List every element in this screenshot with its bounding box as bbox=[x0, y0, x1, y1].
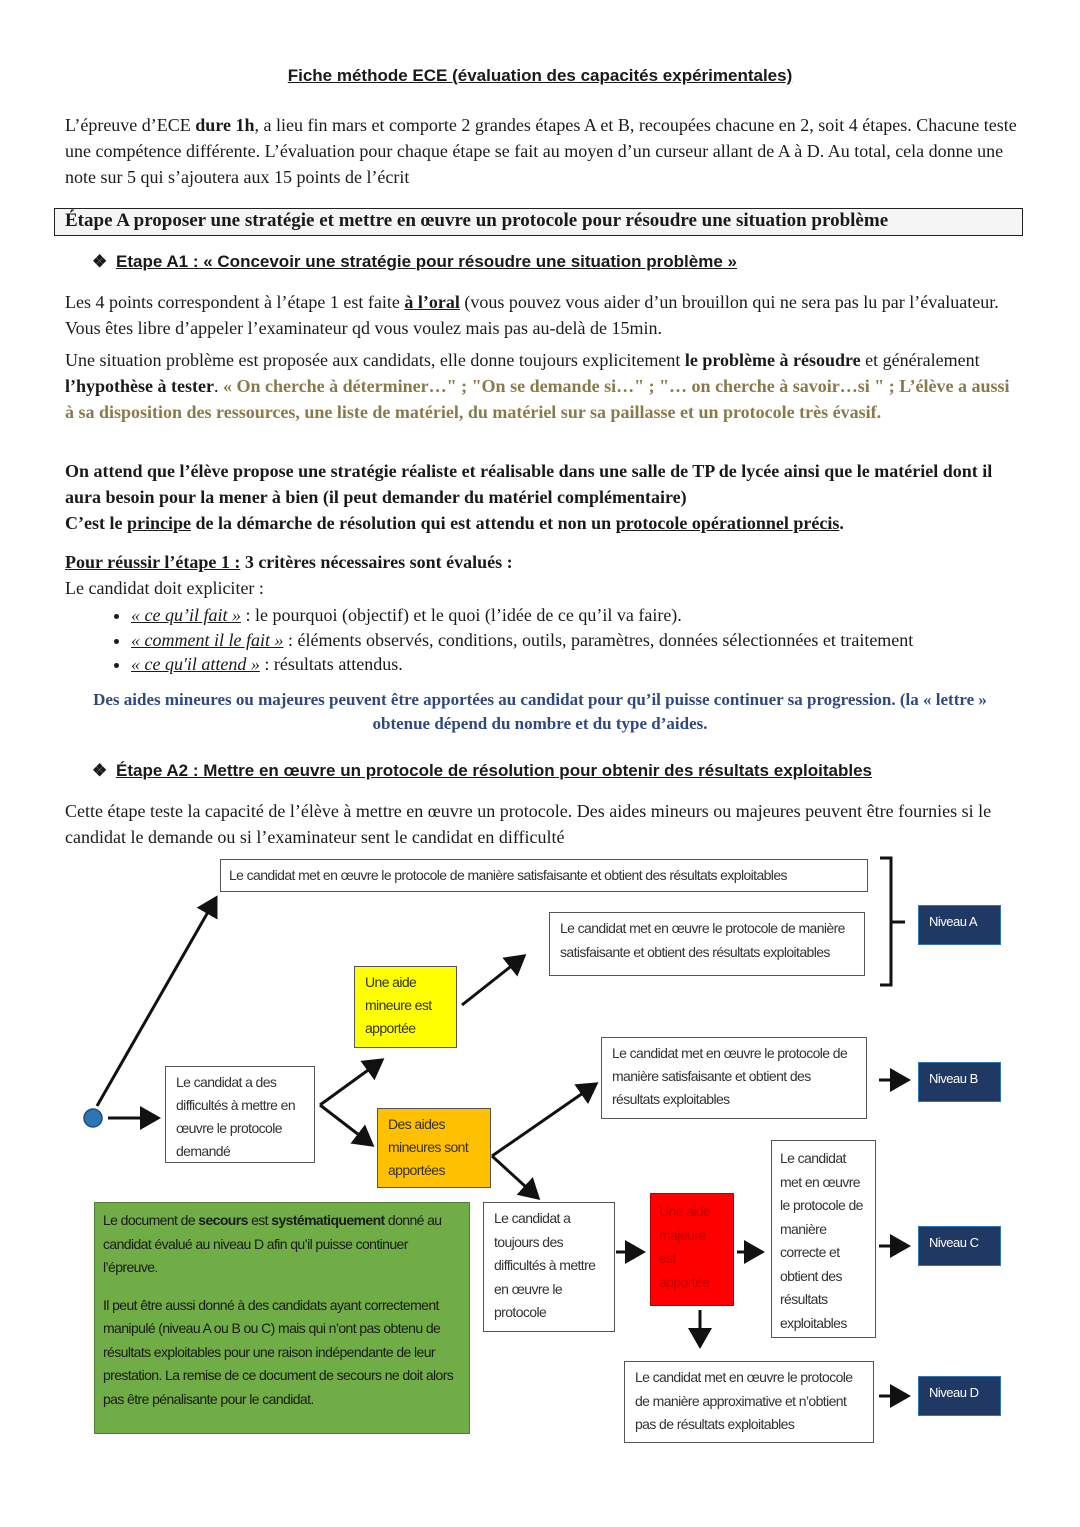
box-document-secours: Le document de secours est systématiquement donné au candidat évalué au niveau D afin qu’il puisse continuer l’épreuve. Il peut être aussi donné à des candidats ayant correctement manipulé (niveau A ou B ou C) mais qui n’ont pas obtenu de résultats exploitables pour une raison indépendante de leur prestation. La remise de ce document de secours ne doit alors pas être pénalisante pour le candidat. bbox=[94, 1202, 470, 1434]
box-niveau-b-description: Le candidat met en œuvre le protocole de manière satisfaisante et obtient des résultats exploitables bbox=[601, 1037, 867, 1119]
niveau-c-label: Niveau C bbox=[918, 1226, 1001, 1266]
box-niveau-d-description: Le candidat met en œuvre le protocole de manière approximative et n’obtient pas de résultats exploitables bbox=[624, 1361, 874, 1443]
box-difficultes: Le candidat a des difficultés à mettre en œuvre le protocole demandé bbox=[165, 1066, 315, 1163]
a1-reussir-heading: Pour réussir l’étape 1 : 3 critères nécessaires sont évalués : Le candidat doit expliciter : bbox=[65, 552, 513, 598]
box-aide-mineure: Une aide mineure est apportée bbox=[354, 966, 457, 1048]
etape-a-title: Étape A proposer une stratégie et mettre en œuvre un protocole pour résoudre une situation problème bbox=[65, 210, 889, 231]
box-aides-mineures: Des aides mineures sont apportées bbox=[377, 1108, 491, 1188]
page-title: Fiche méthode ECE (évaluation des capacités expérimentales) bbox=[287, 66, 793, 85]
niveau-a-label: Niveau A bbox=[918, 905, 1001, 945]
box-aide-majeure: Une aide majeure est apportée bbox=[650, 1193, 734, 1306]
box-satisfaisant-direct: Le candidat met en œuvre le protocole de manière satisfaisante et obtient des résultats exploitables bbox=[220, 859, 868, 892]
niveau-d-label: Niveau D bbox=[918, 1376, 1001, 1416]
a1-oral-paragraph: Les 4 points correspondent à l’étape 1 est faite à l’oral (vous pouvez vous aider d’un brouillon qui ne sera pas lu par l’évaluateur. Vous êtes libre d’appeler l’examinateur qd vous voulez mais pas au-delà de 15min. bbox=[65, 292, 999, 338]
aides-note: Des aides mineures ou majeures peuvent être apportées au candidat pour qu’il puisse continuer sa progression. (la « lettre » obtenue dépend du nombre et du type d’aides. bbox=[93, 690, 987, 733]
a1-situation-paragraph: Une situation problème est proposée aux candidats, elle donne toujours explicitement le problème à résoudre et généralement l’hypothèse à tester. « On cherche à déterminer…" ; "On se demande si…" ; "… on cherche à savoir…si " ; L’élève a aussi à sa disposition des ressources, une liste de matériel, du matériel sur sa paillasse et un protocole très évasif. bbox=[65, 350, 1010, 422]
etape-a2-heading-text: Étape A2 : Mettre en œuvre un protocole de résolution pour obtenir des résultats exploitables bbox=[116, 761, 872, 780]
a2-intro-paragraph: Cette étape teste la capacité de l’élève à mettre en œuvre un protocole. Des aides mineurs ou majeures peuvent être fournies si le candidat le demande ou si l’examinateur sent le candidat en difficulté bbox=[65, 801, 992, 847]
criteria-item: • « ce qu'il attend » : résultats attendus. bbox=[131, 652, 1061, 677]
intro-paragraph: L’épreuve d’ECE dure 1h, a lieu fin mars et comporte 2 grandes étapes A et B, recoupées chacune en 2, soit 4 étapes. Chacune teste une compétence différente. L’évaluation pour chaque étape se fait au moyen d’un curseur allant de A à D. Au total, cela donne une note sur 5 qui s’ajoutera aux 15 points de l’écrit bbox=[65, 115, 1017, 187]
start-dot bbox=[84, 1109, 102, 1127]
niveau-b-label: Niveau B bbox=[918, 1062, 1001, 1102]
criteria-item: • « comment il le fait » : éléments observés, conditions, outils, paramètres, données sélectionnées et traitement bbox=[131, 628, 1061, 653]
etape-a1-heading-text: Etape A1 : « Concevoir une stratégie pour résoudre une situation problème » bbox=[116, 252, 737, 271]
a1-attente-paragraph: On attend que l’élève propose une stratégie réaliste et réalisable dans une salle de TP de lycée ainsi que le matériel dont il aura besoin pour la mener à bien (il peut demander du matériel complémentaire) C’est le principe de la démarche de résolution qui est attendu et non un protocole opérationnel précis. bbox=[65, 461, 993, 533]
box-satisfaisant-apres-aide: Le candidat met en œuvre le protocole de manière satisfaisante et obtient des résultats exploitables bbox=[549, 912, 865, 976]
diamond-bullet-icon: ❖ bbox=[92, 252, 108, 271]
criteria-item: • « ce qu’il fait » : le pourquoi (objectif) et le quoi (l’idée de ce qu’il va faire). bbox=[131, 603, 1061, 628]
box-toujours-difficultes: Le candidat a toujours des difficultés à mettre en œuvre le protocole bbox=[483, 1202, 615, 1332]
box-niveau-c-description: Le candidat met en œuvre le protocole de manière correcte et obtient des résultats exploitables bbox=[771, 1140, 876, 1338]
diamond-bullet-icon: ❖ bbox=[92, 761, 108, 780]
